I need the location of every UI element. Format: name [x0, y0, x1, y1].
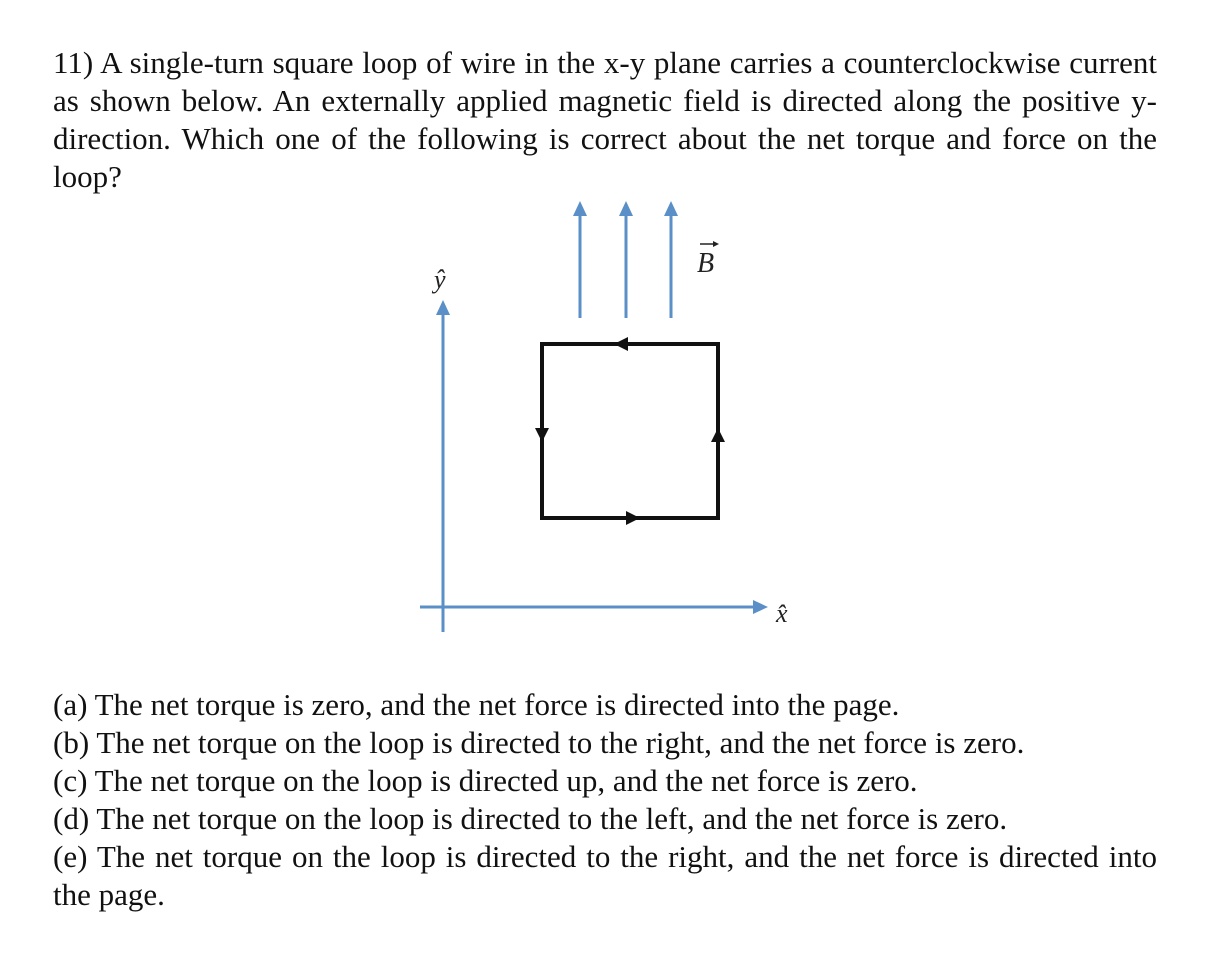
option-text: The net torque on the loop is directed up, and the net force is zero. — [94, 763, 918, 798]
option-letter: (d) — [53, 801, 90, 836]
current-arrow-left — [535, 428, 549, 442]
option-b[interactable] — [53, 724, 1157, 762]
option-letter: (a) — [53, 687, 88, 722]
field-label: B — [697, 248, 715, 279]
square-loop — [542, 344, 718, 518]
y-axis-label: ŷ — [434, 265, 446, 294]
y-axis-arrowhead — [436, 300, 450, 315]
x-axis-label: x̂ — [776, 599, 788, 628]
x-axis-arrowhead — [753, 600, 768, 614]
answer-options — [53, 686, 1157, 914]
option-text: The net torque on the loop is directed to the right, and the net force is directed into the page. — [53, 839, 1157, 912]
field-line-3-arrowhead — [664, 201, 678, 216]
option-text: The net torque on the loop is directed to the right, and the net force is zero. — [96, 725, 1025, 760]
option-c[interactable] — [53, 762, 1157, 800]
option-e[interactable] — [53, 838, 1157, 914]
field-vector-arrowhead — [713, 241, 719, 247]
option-d[interactable] — [53, 800, 1157, 838]
option-letter: (e) — [53, 839, 88, 874]
current-arrow-right — [711, 428, 725, 442]
option-letter: (c) — [53, 763, 88, 798]
current-arrow-bottom — [626, 511, 640, 525]
option-letter: (b) — [53, 725, 90, 760]
option-text: The net torque on the loop is directed to the left, and the net force is zero. — [96, 801, 1008, 836]
question-text: 11) A single-turn square loop of wire in the x-y plane carries a counterclockwise current as shown below. An externally applied magnetic field is directed along the positive y-direction. Which one of the following is correct about the net torque and force on the loop? — [53, 45, 1157, 194]
field-line-1-arrowhead — [573, 201, 587, 216]
option-text: The net torque is zero, and the net force is directed into the page. — [94, 687, 900, 722]
option-a[interactable] — [53, 686, 1157, 724]
current-arrow-top — [614, 337, 628, 351]
field-line-2-arrowhead — [619, 201, 633, 216]
